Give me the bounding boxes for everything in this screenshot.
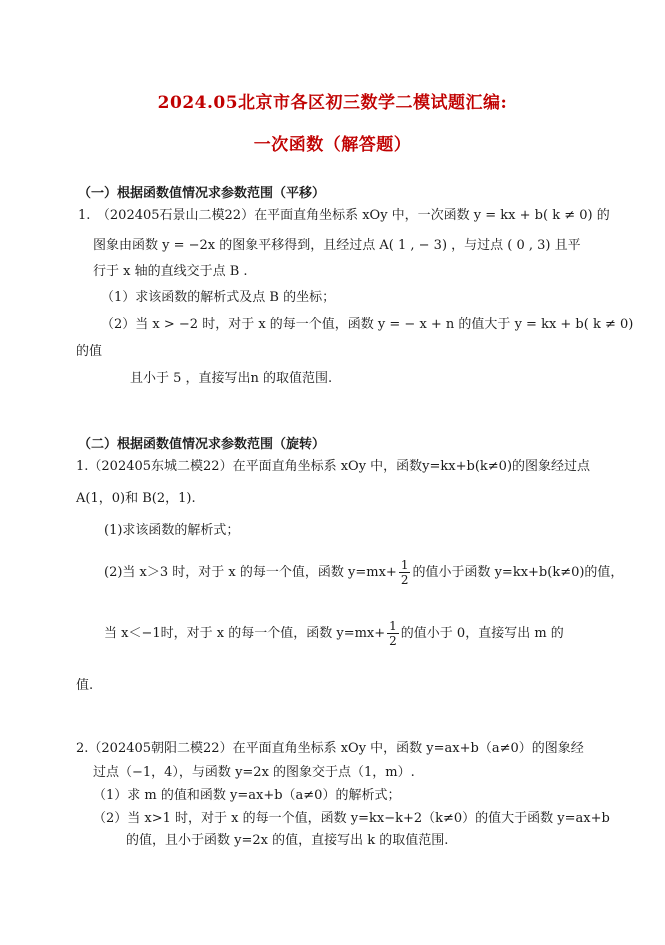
s2-q1-part2-text-b: 的值小于函数 y=kx+b(k≠0)的值， (412, 565, 624, 580)
s2-q1-line1: 1.（202405东城二模22）在平面直角坐标系 xOy 中，函数y=kx+b(k≠0)的图象经过点 (76, 459, 591, 474)
s2-q1-part2-text-c: 当 x＜−1时，对于 x 的每一个值，函数 y=mx+ (104, 626, 386, 641)
s1-q1-part2-cont2: 且小于 5 ，直接写出n 的取值范围. (130, 371, 333, 386)
s2-q2-line2: 过点（−1，4），与函数 y=2x 的图象交于点（1，m）. (93, 765, 415, 780)
s2-q1-part2-text-a: (2)当 x＞3 时，对于 x 的每一个值，函数 y=mx+ (104, 565, 397, 580)
fraction-one-half (399, 558, 411, 587)
section-heading-rotation: （二）根据函数值情况求参数范围（旋转） (78, 437, 326, 452)
s2-q1-part2-line3: 值. (76, 678, 94, 693)
s1-q1-line1: 1. （202405石景山二模22）在平面直角坐标系 xOy 中，一次函数 y = kx + b( k ≠ 0) 的 (78, 208, 610, 223)
fraction-one-half (387, 619, 399, 648)
section-heading-translation: （一）根据函数值情况求参数范围（平移） (78, 186, 326, 201)
s1-q1-part2: （2）当 x > −2 时，对于 x 的每一个值，函数 y = − x + n 的值大于 y = kx + b( k ≠ 0) (101, 317, 634, 332)
s2-q1-part2-line2 (104, 619, 564, 648)
s2-q1-part2-line1 (104, 558, 623, 587)
s1-q1-part2-cont1: 的值 (76, 344, 103, 359)
fraction-numerator: 1 (400, 558, 409, 572)
s2-q1-line2: A(1，0)和 B(2，1). (76, 491, 196, 506)
s2-q1-part2-text-d: 的值小于 0，直接写出 m 的 (400, 626, 564, 641)
document-title: 2024.05北京市各区初三数学二模试题汇编: (157, 93, 508, 113)
document-subtitle: 一次函数（解答题） (253, 135, 412, 155)
s1-q1-line2: 图象由函数 y = −2x 的图象平移得到，且经过点 A( 1 , − 3) ，与过点 ( 0 , 3) 且平 (93, 238, 581, 253)
s2-q2-part2: （2）当 x>1 时，对于 x 的每一个值，函数 y=kx−k+2（k≠0）的值大于函数 y=ax+b (93, 811, 610, 826)
fraction-denominator: 2 (389, 634, 397, 648)
s1-q1-line3: 行于 x 轴的直线交于点 B . (93, 264, 248, 279)
s2-q2-line1: 2.（202405朝阳二模22）在平面直角坐标系 xOy 中，函数 y=ax+b（a≠0）的图象经 (76, 741, 584, 756)
s2-q1-part1: (1)求该函数的解析式； (104, 523, 240, 538)
s2-q2-part2-cont: 的值，且小于函数 y=2x 的值，直接写出 k 的取值范围. (126, 833, 449, 848)
fraction-numerator: 1 (389, 619, 397, 633)
s2-q2-part1: （1）求 m 的值和函数 y=ax+b（a≠0）的解析式； (93, 788, 401, 803)
s1-q1-part1: （1）求该函数的解析式及点 B 的坐标； (101, 290, 336, 305)
fraction-denominator: 2 (400, 573, 409, 587)
